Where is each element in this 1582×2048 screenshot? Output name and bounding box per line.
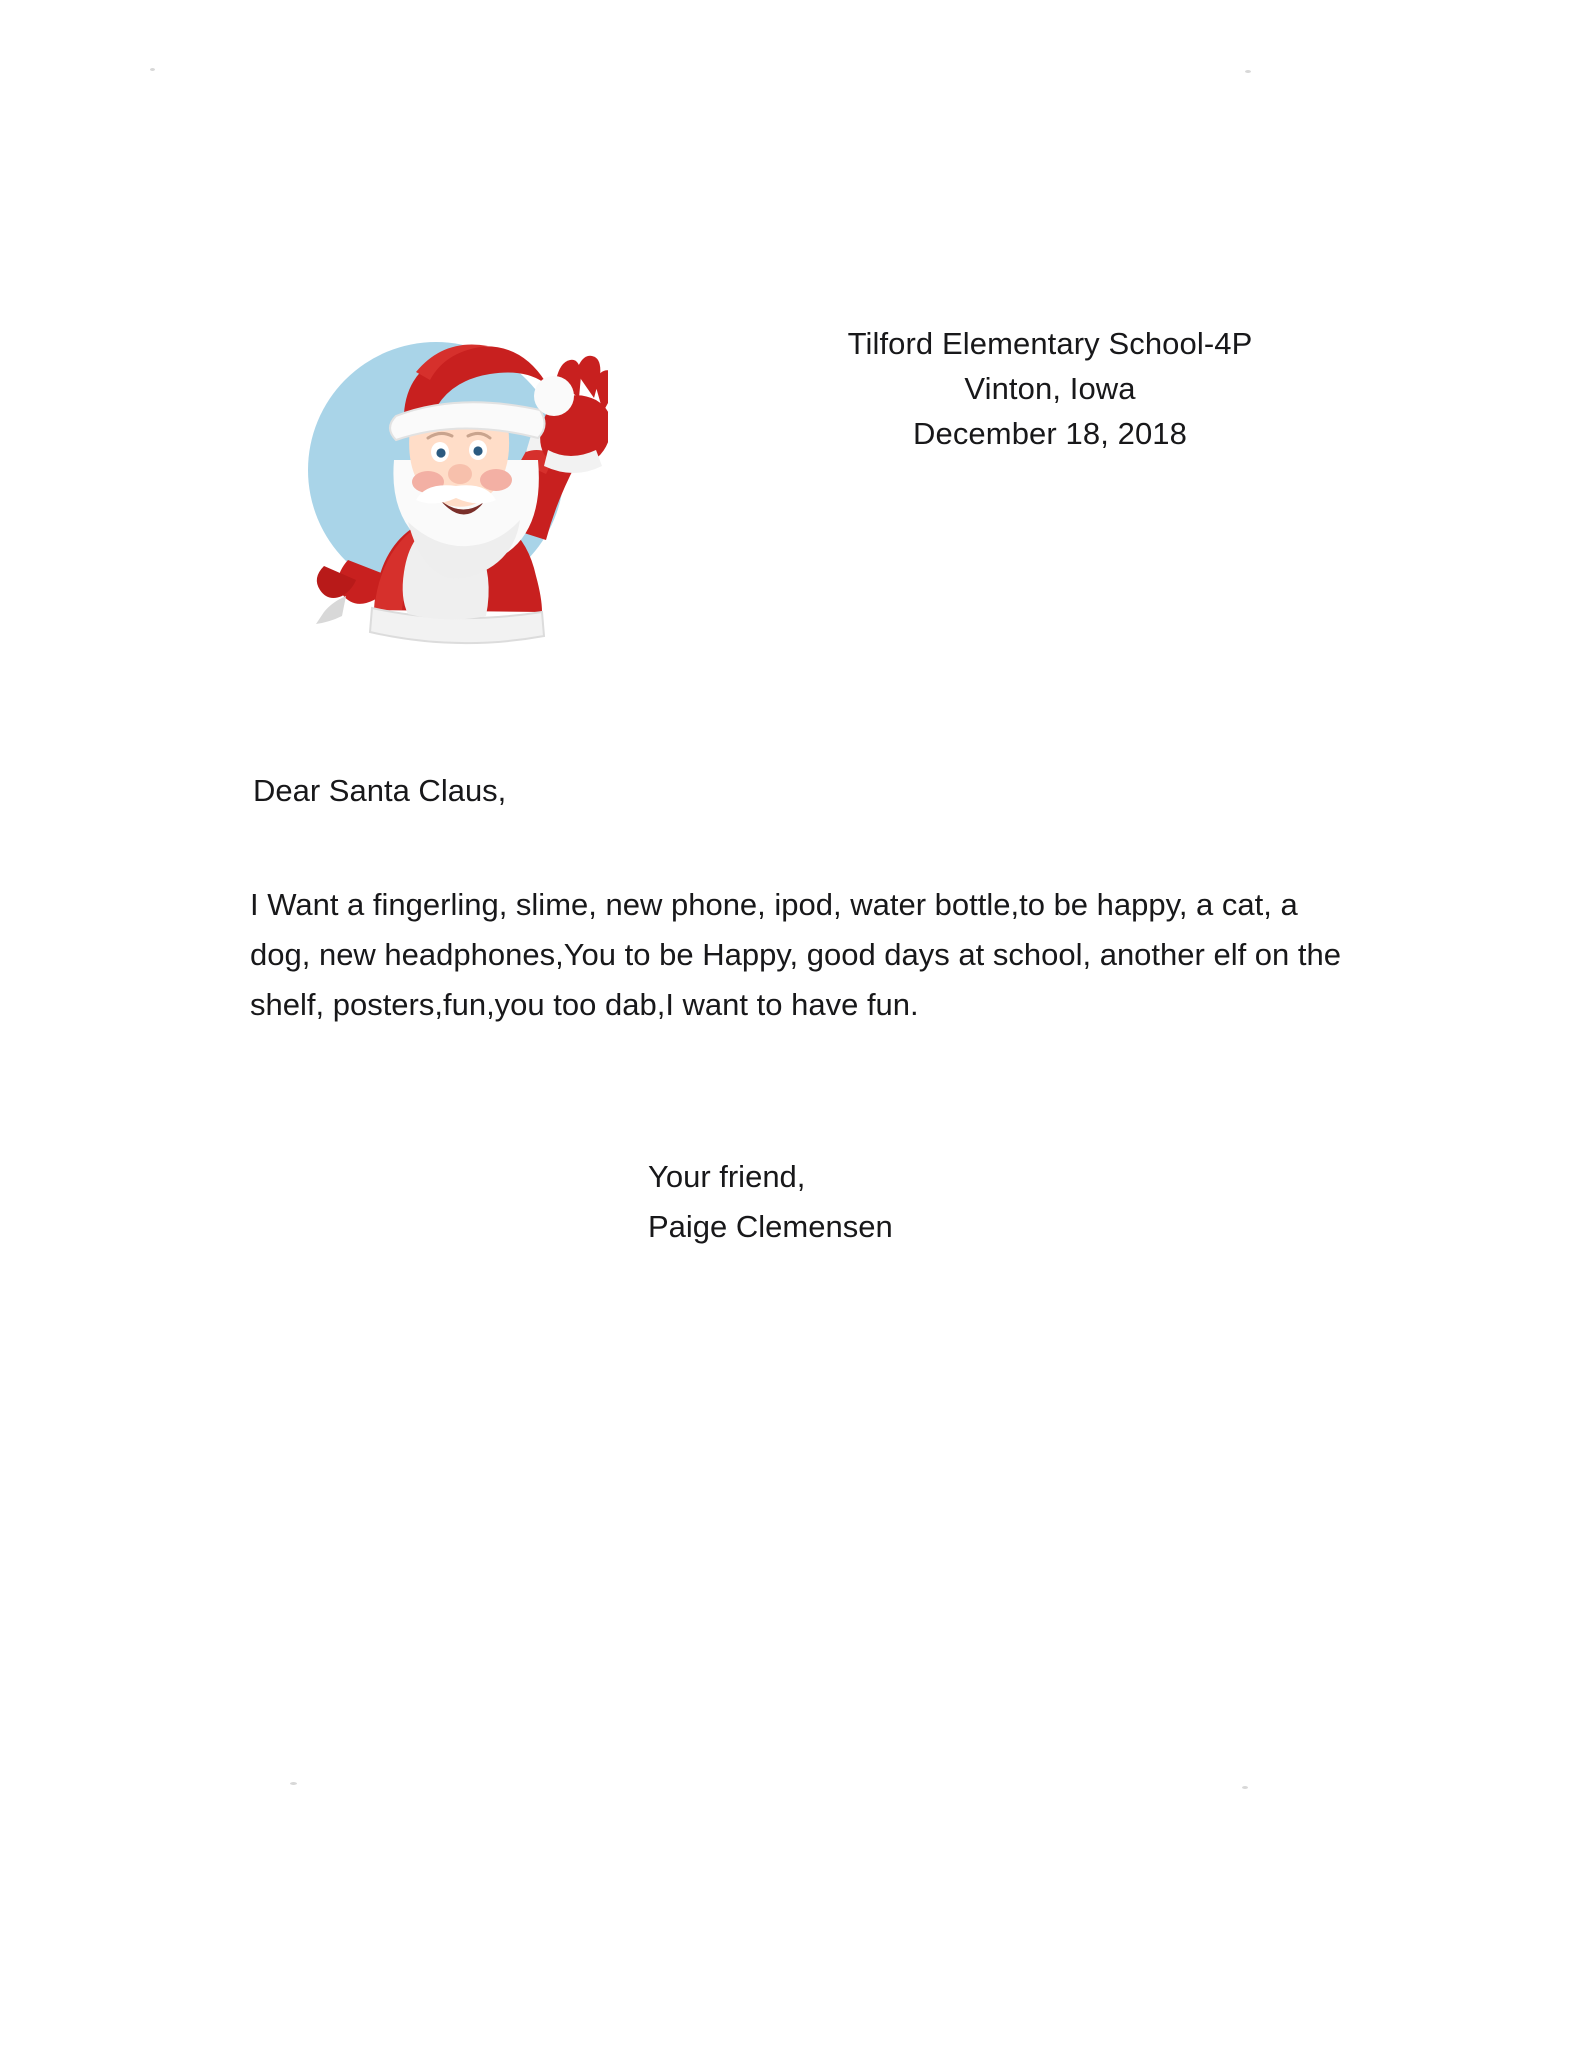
letterhead: [0, 300, 1582, 700]
closing-valediction: Your friend,: [648, 1159, 806, 1194]
letter-body-paragraph: I Want a fingerling, slime, new phone, ipod, water bottle,to be happy, a cat, a dog, new headphones,You to be Happy, good days at school, another elf on the shelf, posters,fun,you too dab,I want to have fun.: [250, 887, 1341, 1023]
santa-claus-illustration: [288, 310, 608, 650]
scan-speck: [290, 1782, 297, 1785]
letterhead-address: [700, 322, 1400, 457]
letterhead-line-date: December 18, 2018: [913, 415, 1187, 451]
letter-closing: [648, 1152, 893, 1252]
scan-speck: [1242, 1786, 1248, 1789]
letterhead-line-city: Vinton, Iowa: [964, 370, 1136, 406]
letterhead-line-school: Tilford Elementary School-4P: [847, 326, 1253, 361]
scan-speck: [1245, 70, 1251, 73]
letter-salutation: Dear Santa Claus,: [253, 773, 507, 808]
letter-body: [250, 880, 1350, 1031]
closing-signature: Paige Clemensen: [648, 1209, 893, 1245]
scan-speck: [150, 68, 155, 71]
